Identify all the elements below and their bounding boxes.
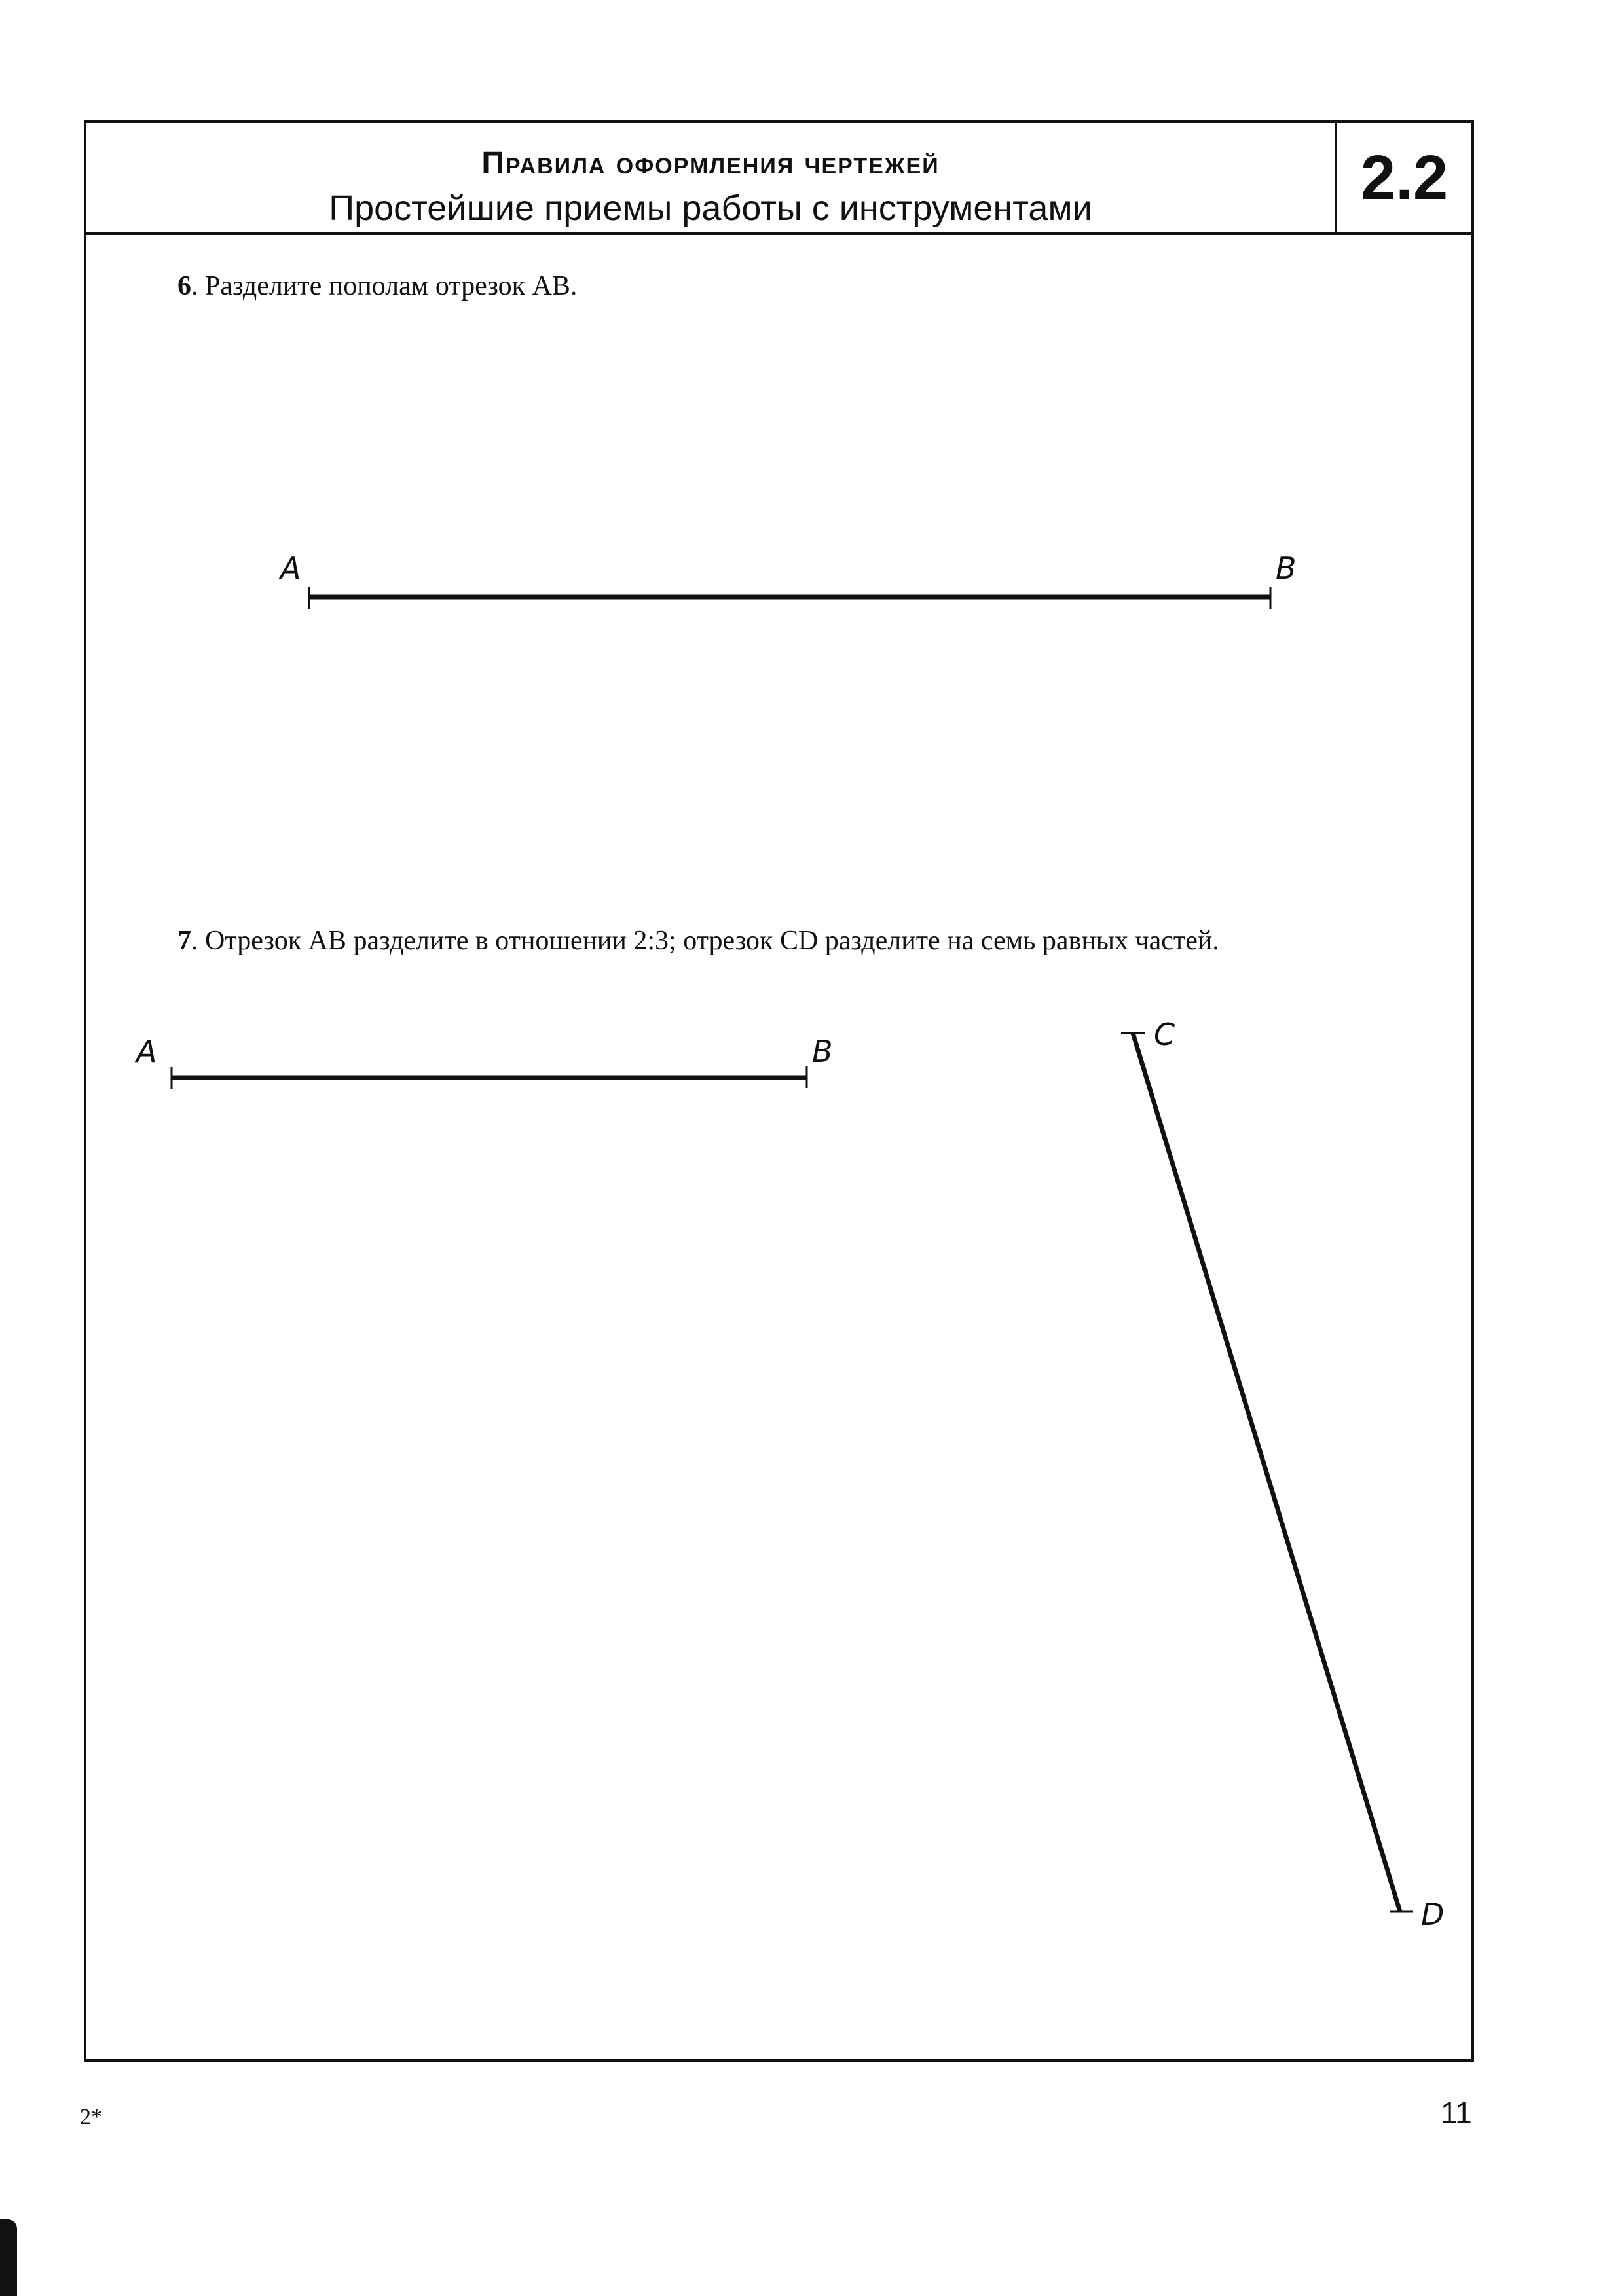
task-7-segment-cd bbox=[1121, 1017, 1444, 1932]
page-subtitle: Простейшие приемы работы с инструментами bbox=[329, 189, 1092, 228]
label-b: B bbox=[812, 1034, 833, 1069]
task-6-text: . Разделите пополам отрезок АВ. bbox=[191, 271, 578, 301]
task-6-segment-ab bbox=[278, 551, 1297, 609]
section-number: 2.2 bbox=[1360, 142, 1449, 213]
task-7-text: . Отрезок АВ разделите в отношении 2:3; отрезок CD разделите на семь равных частей. bbox=[191, 926, 1219, 956]
label-a: A bbox=[136, 1034, 157, 1069]
task-7-number: 7 bbox=[177, 926, 191, 956]
label-a: A bbox=[280, 551, 301, 586]
printer-signature: 2* bbox=[80, 2105, 102, 2129]
label-c: C bbox=[1154, 1017, 1175, 1052]
page-title: Правила оформления чертежей bbox=[481, 146, 940, 181]
segment-cd-line bbox=[1133, 1033, 1400, 1912]
label-d: D bbox=[1421, 1897, 1445, 1932]
label-b: B bbox=[1276, 551, 1297, 586]
page-number: 11 bbox=[1441, 2096, 1472, 2130]
task-6-number: 6 bbox=[177, 271, 191, 301]
task-7-segment-ab bbox=[134, 1034, 833, 1089]
binding-mark bbox=[0, 2219, 17, 2296]
